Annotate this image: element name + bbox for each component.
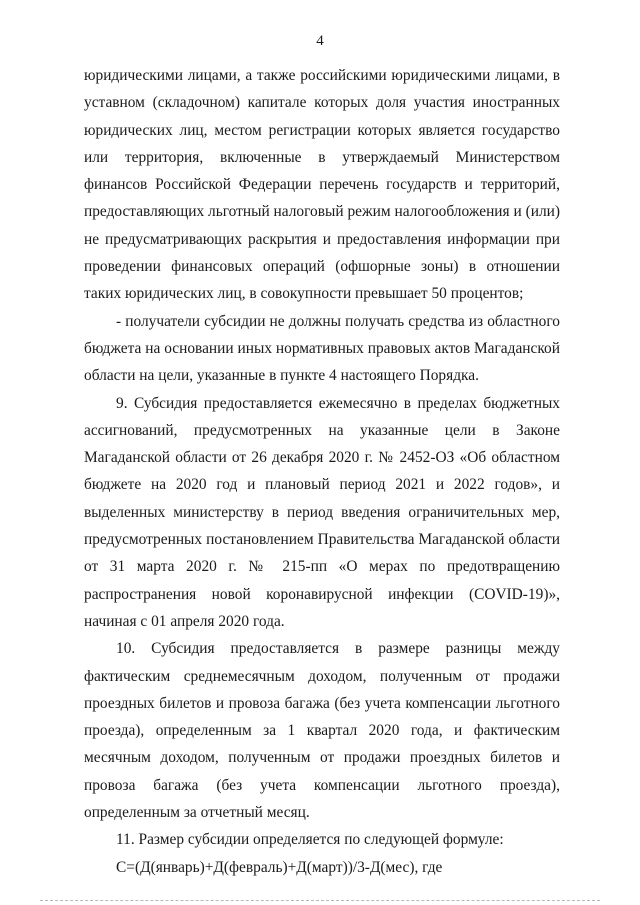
page-bottom-edge <box>40 900 600 901</box>
paragraph-no-other-funds: - получатели субсидии не должны получать средства из областного бюджета на основании иных нормативных правовых актов Магаданской области на цели, указанные в пункте 4 настоящего Порядка. <box>84 312 560 385</box>
paragraph-item-11: 11. Размер субсидии определяется по следующей формуле: <box>116 831 504 849</box>
page-number: 4 <box>316 33 324 49</box>
document-body <box>84 62 560 881</box>
subsidy-formula: С=(Д(январь)+Д(февраль)+Д(март))/3-Д(мес), где <box>116 858 443 876</box>
paragraph-item-9: 9. Субсидия предоставляется ежемесячно в пределах бюджетных ассигнований, предусмотренных на указанные цели в Законе Магаданской области от 26 декабря 2020 г. № 2452-ОЗ «Об областном бюджете на 2020 год и плановый период 2021 и 2022 годов», и выделенных министерству в период введения ограничительных мер, предусмотренных постановлением Правительства Магаданской области от 31 марта 2020 г. № 215-пп «О мерах по предотвращению распространения новой коронавирусной инфекции (COVID-19)», начиная с 01 апреля 2020 года. <box>84 394 560 630</box>
paragraph-item-10: 10. Субсидия предоставляется в размере разницы между фактическим среднемесячным доходом, полученным от продажи проездных билетов и провоза багажа (без учета компенсации льготного проезда), определенным за 1 квартал 2020 года, и фактическим месячным доходом, полученным от продажи проездных билетов и провоза багажа (без учета компенсации льготного проезда), определенным за отчетный месяц. <box>84 640 560 822</box>
paragraph-offshore-continuation: юридическими лицами, а также российскими юридическими лицами, в уставном (складочном) капитале которых доля участия иностранных юридических лиц, местом регистрации которых является государство или территория, включенные в утверждаемый Министерством финансов Российской Федерации перечень государств и территорий, предоставляющих льготный налоговый режим налогообложения и (или) не предусматривающих раскрытия и предоставления информации при проведении финансовых операций (офшорные зоны) в отношении таких юридических лиц, в совокупности превышает 50 процентов; <box>84 67 560 303</box>
